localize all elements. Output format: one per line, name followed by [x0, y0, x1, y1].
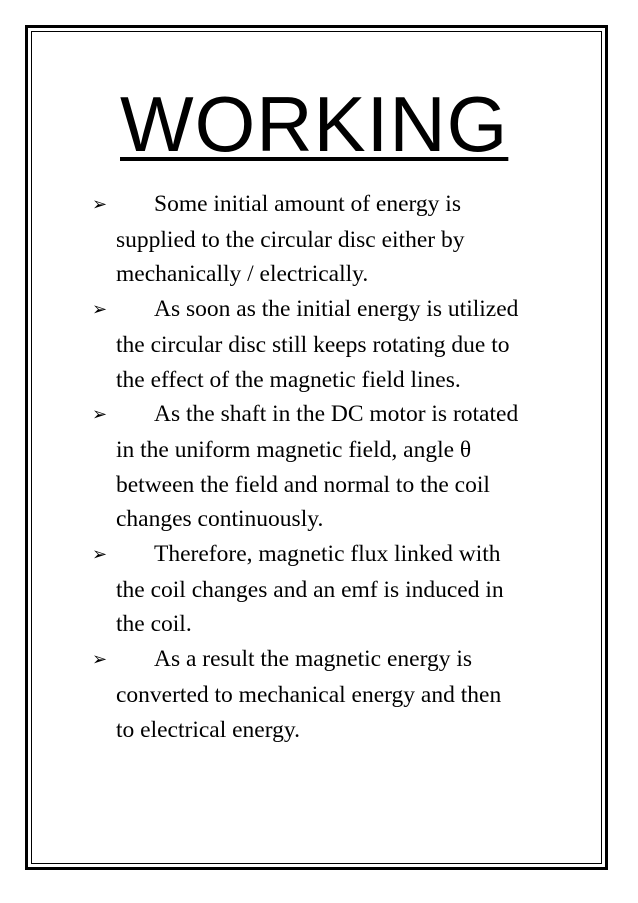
arrowhead-bullet-icon: ➢ [92, 649, 108, 671]
bullet-text-line: As soon as the initial energy is utilized [154, 296, 519, 323]
arrowhead-bullet-icon: ➢ [92, 404, 108, 426]
arrowhead-bullet-icon: ➢ [92, 544, 108, 566]
page-title: WORKING [120, 80, 509, 168]
bullet-text-line: mechanically / electrically. [116, 261, 369, 288]
bullet-text-line: the coil. [116, 611, 192, 638]
bullet-text-line: supplied to the circular disc either by [116, 226, 465, 253]
list-item [92, 187, 602, 292]
bullet-list [92, 187, 602, 747]
bullet-text-line: changes continuously. [116, 506, 324, 533]
list-item [92, 292, 602, 397]
list-item [92, 537, 602, 642]
bullet-text-line: Therefore, magnetic flux linked with [154, 541, 501, 568]
bullet-text-line: between the field and normal to the coil [116, 471, 490, 498]
bullet-text-line: Some initial amount of energy is [154, 191, 461, 217]
list-item [92, 397, 602, 537]
bullet-text-line: the effect of the magnetic field lines. [116, 366, 461, 393]
list-item [92, 642, 602, 747]
bullet-text-line: converted to mechanical energy and then [116, 681, 502, 708]
bullet-text-line: the circular disc still keeps rotating due to [116, 331, 510, 358]
bullet-text-line: to electrical energy. [116, 716, 300, 743]
bullet-text-line: in the uniform magnetic field, angle θ [116, 436, 472, 463]
arrowhead-bullet-icon: ➢ [92, 299, 108, 321]
bullet-text-line: As the shaft in the DC motor is rotated [154, 401, 519, 428]
arrowhead-bullet-icon: ➢ [92, 194, 108, 215]
bullet-text-line: the coil changes and an emf is induced in [116, 576, 504, 603]
bullet-text-line: As a result the magnetic energy is [154, 646, 473, 673]
